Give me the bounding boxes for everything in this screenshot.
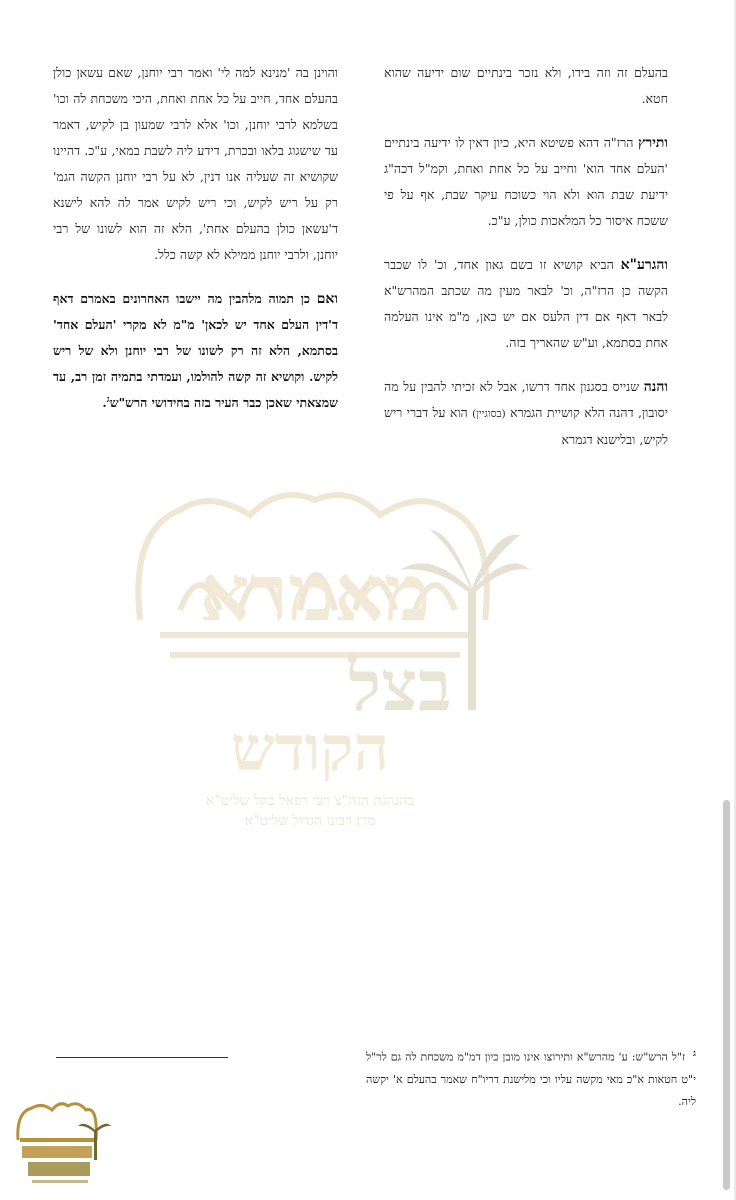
text-column-left — [53, 60, 338, 434]
paragraph-text: שנייס בסגנון אחד דרשו, אבל לא זכיתי להבין על מה יסובון, דהנה הלא קושיית הגמרא — [384, 379, 668, 420]
paragraph-text: בהעלם זה וזה בידו, ולא נזכר בינתיים שום ידיעה שהוא חטא. — [384, 65, 668, 106]
footnote-reference[interactable]: ג — [106, 394, 110, 405]
paragraph — [384, 252, 668, 356]
scrollbar-thumb[interactable] — [723, 800, 730, 1190]
paragraph-tail: . — [102, 395, 107, 410]
footnote-number: ג — [693, 1049, 696, 1059]
text-column-right — [384, 60, 668, 471]
footnote — [366, 1043, 696, 1113]
paragraph — [53, 286, 338, 416]
paragraph-text: הרז"ה דהא פשיטא היא, כיון דאין לו ידיעה בינתיים 'העלם אחד הוא' וחייב על כל אחת ואחת, וקמ"ל דכה"ג ידיעת שבת הוא ולא הוי כשוכח עיקר שבת, אף על פי ששכח איסור כל המלאכות כולן, ע"כ. — [384, 135, 668, 228]
watermark-line1: בצל — [348, 644, 452, 727]
footnote-divider — [56, 1057, 228, 1058]
scrollbar[interactable] — [722, 0, 730, 1200]
publisher-logo-icon — [12, 1100, 112, 1190]
watermark-line2: הקודש — [230, 712, 390, 785]
paragraph — [53, 60, 338, 268]
paragraph — [384, 374, 668, 453]
watermark-title: מאמרא — [199, 548, 431, 639]
paragraph-lead: ותירץ — [638, 135, 668, 151]
paragraph-text: הביא קושיא זו בשם גאון אחד, וכ' לו שכבר הקשה כן הרז"ה, וכ' לבאר מעין מה שכתב המהרש"א לבאר דאף אם דין הלעס אם יש כאן, מ"מ אינו העלמה אחת בסתמא, וע"ש שהאריך בזה. — [384, 257, 668, 350]
watermark-logo — [100, 470, 530, 850]
paragraph-text: הוא על דברי ריש לקיש, ובלישנא דגמרא — [384, 405, 668, 447]
paragraph — [384, 60, 668, 112]
paragraph-paren: (בסוגיין) — [472, 408, 506, 420]
watermark-sub1: בהנהגת הגה"צ רבי רפאל בקל שליט"א — [206, 793, 414, 809]
paragraph-lead: והגרע"א — [620, 257, 668, 273]
paragraph-lead: ואם — [316, 291, 338, 307]
paragraph-text: והוינן בה 'מנינא למה לי' ואמר רבי יוחנן, שאם עשאן כולן בהעלם אחד, חייב על כל אחת ואחת, היכי משכחת לה וכו' בשלמא לרבי יוחנן, וכו' אלא לרבי שמעון בן לקיש, דאמר עד שישגוג בלאו ובכרת, דידע ליה לשבת במאי, ע"כ. דהיינו שקושיא זה שעליה אנו דנין, לא על רבי יוחנן הקשה הגמ' רק על ריש לקיש, וכי ריש לקיש אמר לה להא לישנא ד'עשאן כולן בהעלם אחת', הלא זה הוא לשונו של רבי יוחנן, ולרבי יוחנן ממילא לא קשה כלל. — [53, 65, 338, 262]
footnote-text: ז"ל הרש"ש: ע' מהרש"א ותירוצו אינו מובן כיון דמ"מ משכחת לה גם לר"ל י"ט חטאות א"כ מאי מקשה עליו וכי מלישנת דריו"ח שאמר בהעלם א' יקשה ליה. — [366, 1050, 696, 1108]
paragraph-text: כן תמוה מלהבין מה יישבו האחרונים באמרם דאף ד'דין העלם אחד יש לכאן' מ"מ לא מקרי 'העלם אחד' בסתמא, הלא זה רק לשונו של רבי יוחנן ולא של ריש לקיש. וקושיא זה קשה להולמו, ועמדתי בתמיה זמן רב, עד שמצאתי שאכן כבר העיר בזה בחידושי הרש"ש — [53, 291, 338, 410]
paragraph — [384, 130, 668, 234]
paragraph-lead: והנה — [643, 379, 668, 395]
watermark-sub2: מרן רבינו הגדול שליט"א — [244, 813, 376, 829]
